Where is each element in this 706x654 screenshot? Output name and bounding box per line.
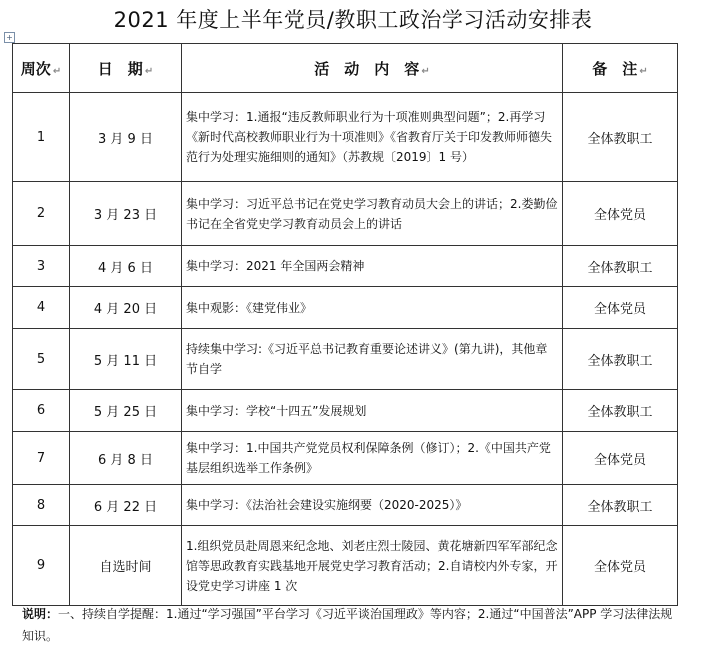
table-row: [13, 329, 678, 390]
cell-end-mark-icon: ↵: [52, 65, 62, 77]
cell-date: 3 月 23 日: [70, 182, 182, 246]
cell-week: 2: [13, 182, 70, 246]
cell-content: 1.组织党员赴周恩来纪念地、刘老庄烈士陵园、黄花塘新四军军部纪念馆等思政教育实践基地开展党史学习教育活动；2.自请校内外专家，开设党史学习讲座 1 次: [182, 526, 563, 606]
cell-week: 3: [13, 246, 70, 287]
cell-date: 3 月 9 日: [70, 93, 182, 182]
cell-week: 8: [13, 485, 70, 526]
cell-note: 全体党员: [563, 526, 678, 606]
table-row: [13, 485, 678, 526]
cell-week: 9: [13, 526, 70, 606]
cell-week: 1: [13, 93, 70, 182]
header-week: 周次 ↵: [13, 44, 70, 93]
cell-date: 6 月 22 日: [70, 485, 182, 526]
cell-note: 全体教职工: [563, 329, 678, 390]
notes-paragraph: [22, 603, 682, 647]
cell-content: 集中观影：《建党伟业》: [182, 287, 563, 329]
cell-content: 集中学习：1.中国共产党党员权利保障条例（修订）；2.《中国共产党基层组织选举工作条例》: [182, 432, 563, 485]
cell-date: 4 月 6 日: [70, 246, 182, 287]
cell-note: 全体党员: [563, 432, 678, 485]
cell-week: 5: [13, 329, 70, 390]
cell-content: 集中学习：1.通报“违反教师职业行为十项准则典型问题”；2.再学习《新时代高校教师职业行为十项准则》《省教育厅关于印发教师师德失范行为处理实施细则的通知》（苏教规〔2019〕1 号）: [182, 93, 563, 182]
cell-note: 全体教职工: [563, 246, 678, 287]
cell-date: 4 月 20 日: [70, 287, 182, 329]
cell-week: 4: [13, 287, 70, 329]
cell-content: 集中学习：《法治社会建设实施纲要（2020-2025）》: [182, 485, 563, 526]
cell-note: 全体教职工: [563, 485, 678, 526]
header-date: 日 期 ↵: [70, 44, 182, 93]
table-move-handle-icon[interactable]: +: [4, 32, 15, 43]
cell-date: 自选时间: [70, 526, 182, 606]
cell-note: 全体教职工: [563, 93, 678, 182]
cell-end-mark-icon: ↵: [639, 65, 648, 77]
table-row: [13, 93, 678, 182]
cell-note: 全体党员: [563, 287, 678, 329]
cell-note: 全体教职工: [563, 390, 678, 432]
cell-note: 全体党员: [563, 182, 678, 246]
cell-date: 5 月 25 日: [70, 390, 182, 432]
schedule-table: [12, 43, 678, 606]
notes-text: 一、持续自学提醒：1.通过“学习强国”平台学习《习近平谈治国理政》等内容；2.通过“中国普法”APP 学习法律法规知识。: [22, 607, 673, 643]
page-title: 2021 年度上半年党员/教职工政治学习活动安排表: [113, 8, 593, 32]
cell-content: 持续集中学习:《习近平总书记教育重要论述讲义》(第九讲)，其他章节自学: [182, 329, 563, 390]
header-content: 活 动 内 容 ↵: [182, 44, 563, 93]
table-row: [13, 432, 678, 485]
cell-content: 集中学习：习近平总书记在党史学习教育动员大会上的讲话；2.娄勤俭书记在全省党史学习教育动员会上的讲话: [182, 182, 563, 246]
table-row: [13, 182, 678, 246]
table-header-row: [13, 44, 678, 93]
cell-end-mark-icon: ↵: [421, 65, 430, 77]
header-note: 备 注 ↵: [563, 44, 678, 93]
table-row: [13, 526, 678, 606]
cell-content: 集中学习：2021 年全国两会精神: [182, 246, 563, 287]
table-row: [13, 246, 678, 287]
cell-date: 5 月 11 日: [70, 329, 182, 390]
table-row: [13, 287, 678, 329]
notes-lead: 说明：: [22, 607, 59, 621]
cell-date: 6 月 8 日: [70, 432, 182, 485]
cell-content: 集中学习：学校“十四五”发展规划: [182, 390, 563, 432]
cell-week: 7: [13, 432, 70, 485]
cell-week: 6: [13, 390, 70, 432]
table-row: [13, 390, 678, 432]
cell-end-mark-icon: ↵: [144, 65, 154, 77]
